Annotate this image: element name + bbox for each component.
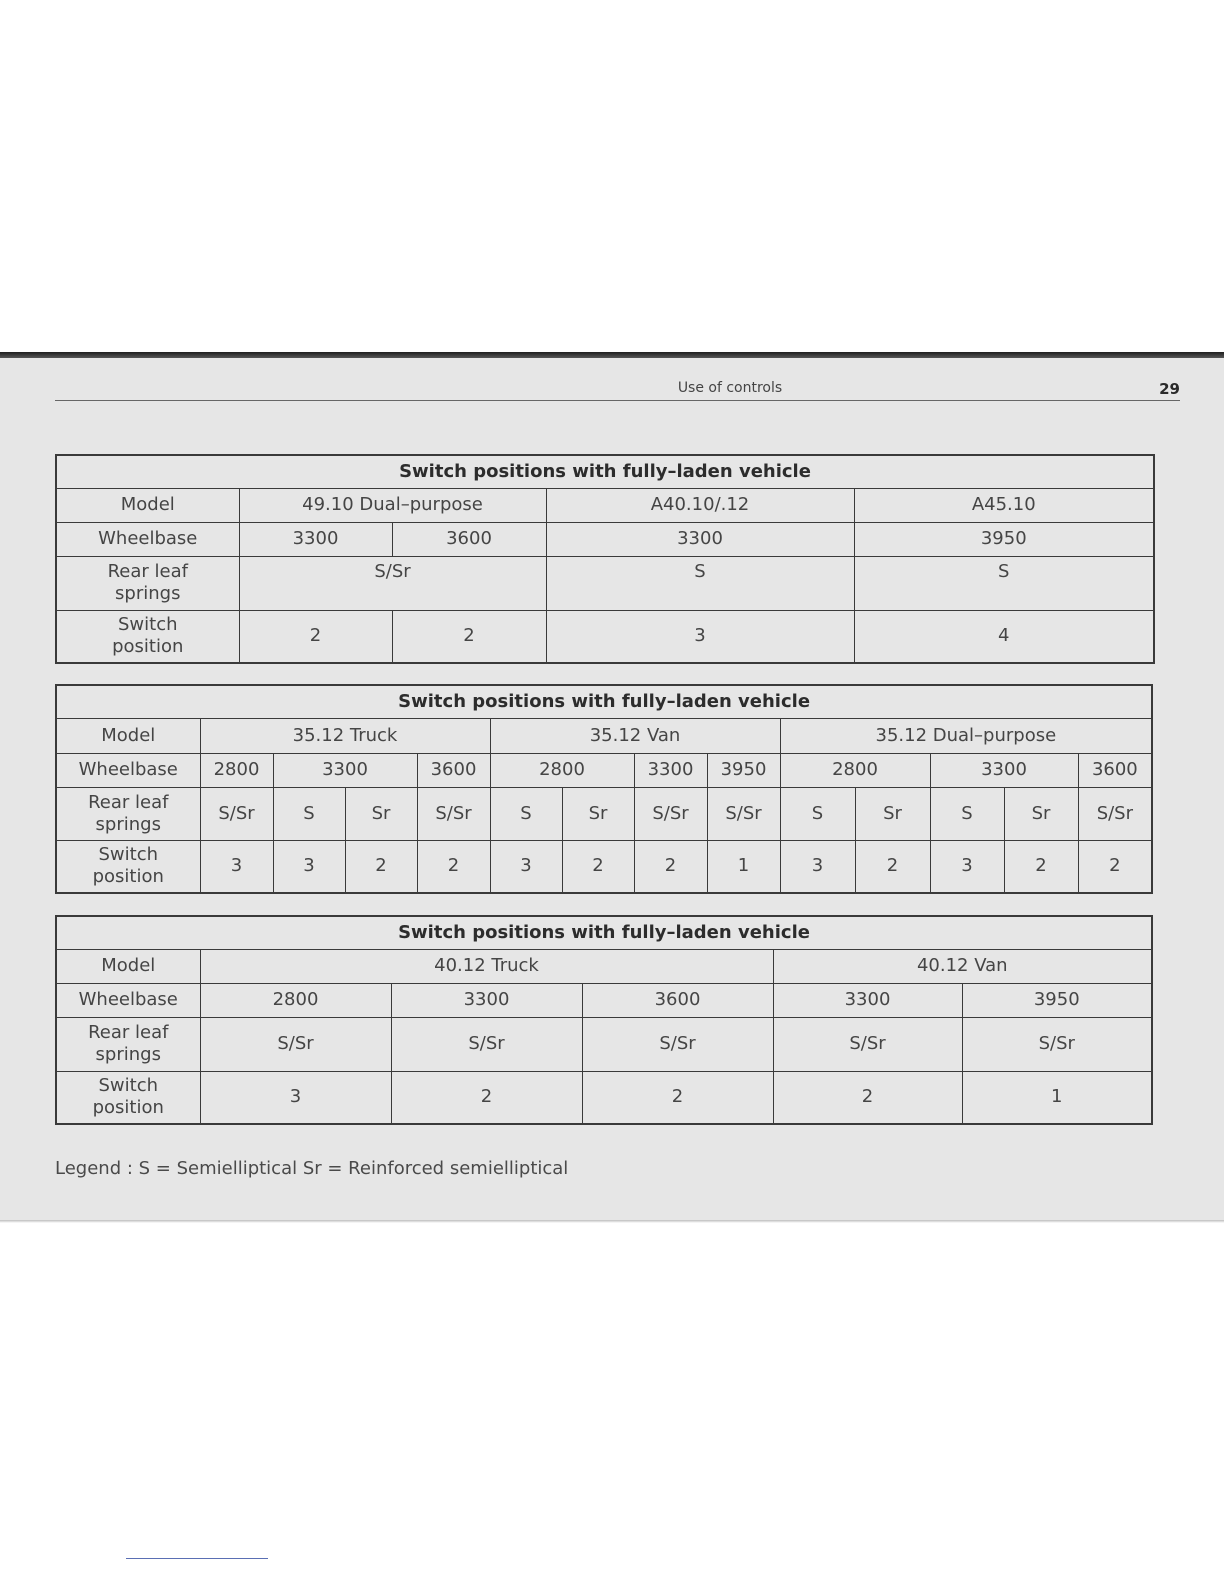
springs-cell: S/Sr (239, 556, 546, 610)
switch-cell: 3 (490, 840, 562, 893)
switch-cell: 3 (273, 840, 345, 893)
switch-cell: 3 (780, 840, 855, 893)
switch-positions-table-1 (55, 454, 1155, 664)
wheelbase-cell: 3950 (707, 753, 780, 787)
springs-cell: Sr (562, 787, 634, 840)
switch-cell: 2 (582, 1071, 773, 1124)
row-label-switch: Switch position (56, 610, 239, 663)
wheelbase-cell: 3300 (391, 983, 582, 1017)
row-label-model: Model (56, 488, 239, 522)
wheelbase-cell: 2800 (490, 753, 634, 787)
wheelbase-cell: 3950 (962, 983, 1152, 1017)
springs-cell: S (780, 787, 855, 840)
wheelbase-cell: 3950 (854, 522, 1154, 556)
wheelbase-cell: 3300 (239, 522, 392, 556)
model-cell: A45.10 (854, 488, 1154, 522)
switch-cell: 2 (392, 610, 546, 663)
switch-cell: 1 (707, 840, 780, 893)
wheelbase-cell: 3300 (546, 522, 854, 556)
table-caption: Switch positions with fully–laden vehicle (56, 685, 1152, 718)
table-caption: Switch positions with fully–laden vehicle (56, 455, 1154, 488)
stray-scan-line (126, 1558, 268, 1559)
springs-cell: S/Sr (417, 787, 490, 840)
wheelbase-cell: 2800 (200, 983, 391, 1017)
switch-cell: 2 (855, 840, 930, 893)
wheelbase-cell: 3300 (634, 753, 707, 787)
springs-cell: S/Sr (391, 1017, 582, 1071)
legend: Legend : S = Semielliptical Sr = Reinforced semielliptical (55, 1158, 569, 1179)
wheelbase-cell: 3300 (773, 983, 962, 1017)
model-cell: 40.12 Van (773, 949, 1152, 983)
scan-bottom-edge (0, 1220, 1224, 1223)
springs-cell: S (854, 556, 1154, 610)
springs-cell: Sr (345, 787, 417, 840)
switch-cell: 2 (345, 840, 417, 893)
springs-cell: S/Sr (200, 787, 273, 840)
wheelbase-cell: 3600 (582, 983, 773, 1017)
springs-cell: S (273, 787, 345, 840)
switch-cell: 2 (562, 840, 634, 893)
springs-cell: Sr (1004, 787, 1078, 840)
switch-cell: 4 (854, 610, 1154, 663)
springs-cell: S (546, 556, 854, 610)
springs-cell: S/Sr (200, 1017, 391, 1071)
row-label-model: Model (56, 949, 200, 983)
springs-cell: S/Sr (582, 1017, 773, 1071)
switch-cell: 2 (239, 610, 392, 663)
row-label-springs: Rear leaf springs (56, 556, 239, 610)
row-label-wheelbase: Wheelbase (56, 522, 239, 556)
row-label-wheelbase: Wheelbase (56, 983, 200, 1017)
springs-cell: S/Sr (962, 1017, 1152, 1071)
switch-cell: 3 (546, 610, 854, 663)
row-label-switch: Switch position (56, 840, 200, 893)
model-cell: 49.10 Dual–purpose (239, 488, 546, 522)
switch-cell: 2 (1078, 840, 1152, 893)
model-cell: A40.10/.12 (546, 488, 854, 522)
switch-cell: 3 (930, 840, 1004, 893)
header-rule (55, 400, 1180, 401)
wheelbase-cell: 3600 (417, 753, 490, 787)
model-cell: 40.12 Truck (200, 949, 773, 983)
row-label-springs: Rear leaf springs (56, 787, 200, 840)
switch-positions-table-3 (55, 915, 1153, 1125)
row-label-model: Model (56, 718, 200, 753)
switch-cell: 3 (200, 1071, 391, 1124)
row-label-wheelbase: Wheelbase (56, 753, 200, 787)
switch-cell: 2 (417, 840, 490, 893)
springs-cell: S (490, 787, 562, 840)
row-label-springs: Rear leaf springs (56, 1017, 200, 1071)
running-header: Use of controls (677, 380, 783, 396)
springs-cell: S/Sr (707, 787, 780, 840)
springs-cell: S/Sr (634, 787, 707, 840)
switch-cell: 1 (962, 1071, 1152, 1124)
wheelbase-cell: 3300 (930, 753, 1078, 787)
wheelbase-cell: 3600 (392, 522, 546, 556)
wheelbase-cell: 3600 (1078, 753, 1152, 787)
wheelbase-cell: 3300 (273, 753, 417, 787)
model-cell: 35.12 Truck (200, 718, 490, 753)
switch-cell: 2 (1004, 840, 1078, 893)
switch-cell: 2 (634, 840, 707, 893)
springs-cell: S/Sr (773, 1017, 962, 1071)
wheelbase-cell: 2800 (200, 753, 273, 787)
page-number: 29 (1159, 380, 1180, 398)
wheelbase-cell: 2800 (780, 753, 930, 787)
model-cell: 35.12 Dual–purpose (780, 718, 1152, 753)
springs-cell: S/Sr (1078, 787, 1152, 840)
switch-cell: 3 (200, 840, 273, 893)
switch-positions-table-2 (55, 684, 1153, 894)
springs-cell: Sr (855, 787, 930, 840)
switch-cell: 2 (391, 1071, 582, 1124)
model-cell: 35.12 Van (490, 718, 780, 753)
switch-cell: 2 (773, 1071, 962, 1124)
table-caption: Switch positions with fully–laden vehicle (56, 916, 1152, 949)
springs-cell: S (930, 787, 1004, 840)
row-label-switch: Switch position (56, 1071, 200, 1124)
